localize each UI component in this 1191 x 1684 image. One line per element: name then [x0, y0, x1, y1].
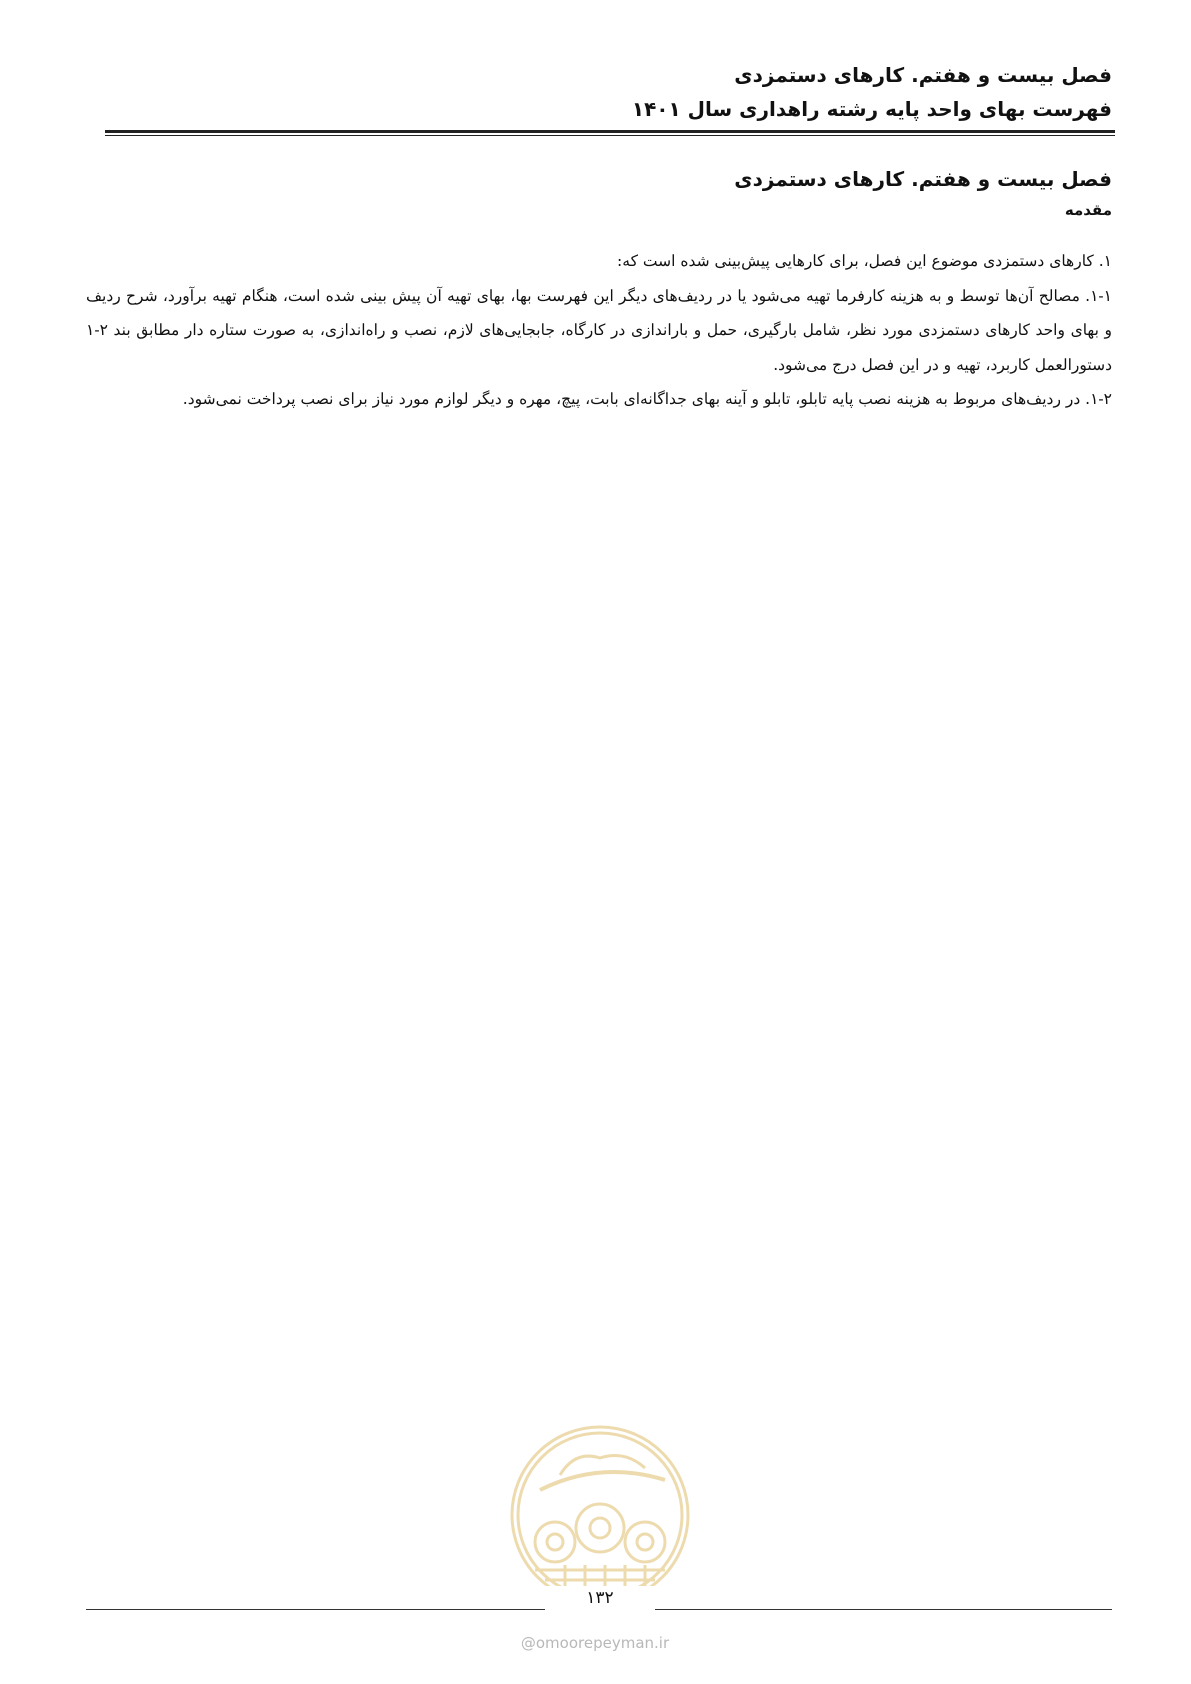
header-divider [105, 130, 1115, 133]
section-title: فصل بیست و هفتم. کارهای دستمزدی [734, 167, 1112, 191]
page-number: ۱۳۲ [545, 1586, 655, 1610]
header-divider-thin [105, 135, 1115, 136]
page-header [105, 58, 1112, 126]
section-subtitle: مقدمه [1064, 201, 1112, 219]
gear-scales-logo-watermark-icon [505, 1420, 695, 1610]
header-chapter-title: فصل بیست و هفتم. کارهای دستمزدی [734, 63, 1112, 87]
paragraph-1-2: ۱-۲. در ردیف‌های مربوط به هزینه نصب پایه تابلو، تابلو و آینه بهای جداگانه‌ای بابت، پیچ، مهره و دیگر لوازم مورد نیاز برای نصب پرداخت نمی‌شود. [182, 390, 1112, 408]
paragraph-1: ۱. کارهای دستمزدی موضوع این فصل، برای کارهایی پیش‌بینی شده است که: [617, 252, 1112, 270]
header-list-title: فهرست بهای واحد پایه رشته راهداری سال ۱۴۰۱ [631, 97, 1112, 121]
page-content [86, 162, 1112, 417]
website-watermark: @omoorepeyman.ir [520, 1634, 670, 1652]
paragraph-1-1: ۱-۱. مصالح آن‌ها توسط و به هزینه کارفرما تهیه می‌شود یا در ردیف‌های دیگر این فهرست بها، بهای تهیه آن پیش بینی شده است، هنگام تهیه برآورد، شرح ردیف و بهای واحد کارهای دستمزدی مورد نظر، شامل بارگیری، حمل و باراندازی در کارگاه، جابجایی‌های لازم، نصب و راه‌اندازی، به صورت ستاره دار مطابق بند ۲-۱ دستورالعمل کاربرد، تهیه و در این فصل درج می‌شود. [86, 286, 1112, 374]
